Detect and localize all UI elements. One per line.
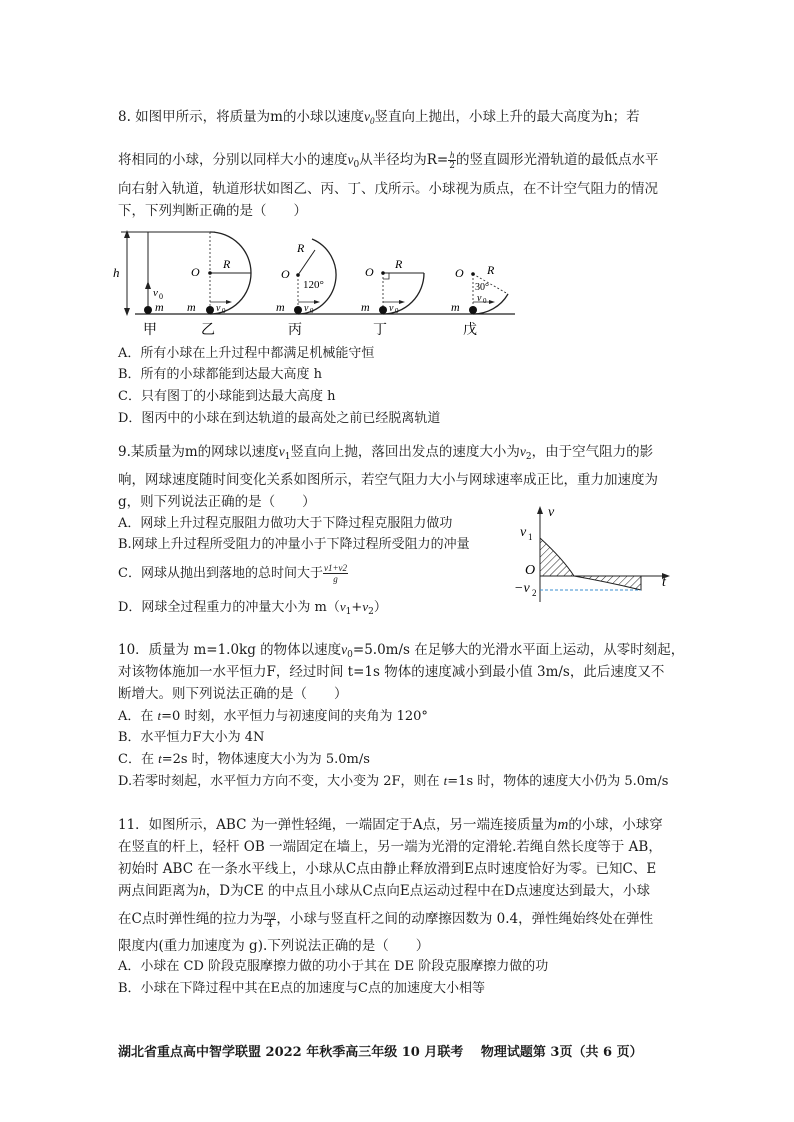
q10-option-c: C．在 t=2s 时，物体速度大小为为 5.0m/s (118, 751, 370, 767)
q8-option-c: C．只有图丁的小球能到达最大高度 h (118, 389, 336, 404)
q10-line2: 对该物体施加一水平恒力F，经过时间 t=1s 物体的速度减小到最小值 3m/s，此后速度又不 (118, 664, 665, 680)
mg-over-4-fraction: $\frac{mg}{4}$ (264, 909, 276, 930)
fig-label-ding: 丁 (373, 323, 387, 338)
svg-text:O: O (525, 563, 536, 578)
svg-text:R: R (395, 257, 403, 271)
q8-figure (115, 222, 515, 342)
svg-text:0: 0 (310, 307, 314, 315)
svg-text:m: m (155, 300, 164, 314)
svg-text:m: m (451, 300, 460, 314)
svg-text:v: v (304, 303, 309, 314)
svg-text:m: m (361, 300, 370, 314)
optc-fraction: $\frac{v1+v2}{g}$ (323, 563, 348, 584)
svg-text:v: v (153, 287, 158, 299)
svg-text:O: O (365, 265, 374, 279)
svg-text:m: m (276, 300, 285, 314)
q10-option-b: B．水平恒力F大小为 4N (118, 730, 265, 745)
q8-line1: 8. 如图甲所示，将质量为m的小球以速度$v_0$竖直向上抛出，小球上升的最大高度为h；若 (118, 109, 640, 126)
svg-text:O: O (281, 267, 290, 281)
q8-line2: 将相同的小球，分别以同样大小的速度$v_0$从半径均为R= $\frac{h}{2}$ 的竖直圆形光滑轨道的最低点水平 (118, 150, 659, 171)
svg-text:R: R (223, 257, 231, 271)
q11-line5: 在C点时弹性绳的拉力为 $\frac{mg}{4}$ ，小球与竖直杆之间的动摩擦因数为 0.4，弹性绳始终处在弹性 (118, 909, 654, 930)
page-footer: 湖北省重点高中智学联盟 2022 年秋季高三年级 10 月联考 物理试题第 3页（共 6 页） (118, 1045, 643, 1060)
q9-line1: 9.某质量为m的网球以速度$v_1$竖直向上抛，落回出发点的速度大小为$v_2$，由于空气阻力的影 (118, 444, 654, 462)
q10-option-d: D.若零时刻起，水平恒力方向不变，大小变为 2F，则在 t=1s 时，物体的速度大小仍为 5.0m/s (118, 773, 669, 789)
q9-option-c: C．网球从抛出到落地的总时间大于 $\frac{v1+v2}{g}$ (118, 563, 348, 584)
q11-line6: 限度内(重力加速度为 g).下列说法正确的是（ ） (118, 938, 430, 954)
q9-option-a: A．网球上升过程克服阻力做功大于下降过程克服阻力做功 (118, 516, 453, 531)
svg-text:0: 0 (159, 292, 163, 301)
q11-line1: 11．如图所示，ABC 为一弹性轻绳，一端固定于A点，另一端连接质量为m的小球，小球穿 (118, 817, 663, 833)
svg-text:v: v (389, 303, 394, 314)
q11-option-b: B．小球在下降过程中其在E点的加速度与C点的加速度大小相等 (118, 981, 485, 996)
q8-option-a: A．所有小球在上升过程中都满足机械能守恒 (118, 346, 375, 361)
svg-text:v: v (520, 525, 527, 540)
q10-line3: 断增大。则下列说法正确的是（ ） (118, 686, 348, 702)
svg-text:v: v (477, 293, 482, 304)
q11-line4: 两点间距离为h，D为CE 的中点且小球从C点向E点运动过程中在D点速度达到最大，小球 (118, 883, 651, 899)
fig-label-wu: 戊 (463, 323, 477, 338)
q9-line2: 响，网球速度随时间变化关系如图所示，若空气阻力大小与网球速率成正比，重力加速度为 (118, 472, 658, 488)
q9-option-b: B.网球上升过程所受阻力的冲量小于下降过程所受阻力的冲量 (118, 537, 470, 552)
half-h-fraction: $\frac{h}{2}$ (449, 150, 455, 171)
svg-text:O: O (191, 265, 200, 279)
q11-line3: 初始时 ABC 在一条水平线上，小球从C点由静止释放滑到E点时速度恰好为零。已知C、E (118, 861, 657, 877)
svg-text:−v: −v (514, 581, 530, 596)
q8-line3: 向右射入轨道，轨道形状如图乙、丙、丁、戊所示。小球视为质点，在不计空气阻力的情况 (118, 181, 658, 197)
q8-option-b: B．所有的小球都能到达最大高度 h (118, 367, 323, 382)
q10-option-a: A．在 t=0 时刻，水平恒力与初速度间的夹角为 120° (118, 708, 428, 724)
q11-option-a: A．小球在 CD 阶段克服摩擦力做的功小于其在 DE 阶段克服摩擦力做的功 (118, 959, 549, 974)
fig-label-bing: 丙 (288, 323, 302, 338)
fig-label-yi: 乙 (201, 323, 215, 338)
svg-text:1: 1 (528, 532, 533, 542)
svg-text:120°: 120° (303, 279, 324, 291)
q11-line2: 在竖直的杆上，轻杆 OB 一端固定在墙上，另一端为光滑的定滑轮.若绳自然长度等于 AB， (118, 839, 662, 855)
svg-text:t: t (662, 575, 666, 590)
q8-line4: 下，下列判断正确的是（ ） (118, 203, 307, 219)
svg-text:0: 0 (222, 307, 226, 315)
q9-line3: g，则下列说法正确的是（ ） (118, 494, 316, 510)
q8-option-d: D．图丙中的小球在到达轨道的最高处之前已经脱离轨道 (118, 411, 441, 426)
q9-option-d: D．网球全过程重力的冲量大小为 $m(v_1+v_2)$ (118, 599, 387, 617)
svg-text:30°: 30° (475, 282, 489, 293)
svg-text:v: v (548, 505, 555, 520)
svg-text:0: 0 (395, 307, 399, 315)
svg-text:0: 0 (483, 297, 487, 305)
svg-text:m: m (187, 300, 196, 314)
svg-text:R: R (487, 263, 495, 277)
q9-vt-graph (508, 504, 684, 604)
fig-h-label: h (113, 265, 120, 280)
fig-label-jia: 甲 (143, 323, 157, 338)
svg-text:2: 2 (532, 588, 537, 598)
svg-text:v: v (216, 303, 221, 314)
svg-text:O: O (455, 266, 464, 280)
svg-text:R: R (297, 241, 305, 255)
q10-line1: 10．质量为 m=1.0kg 的物体以速度$v_0=5.0m/s$ 在足够大的光滑水平面上运动，从零时刻起， (118, 642, 685, 660)
